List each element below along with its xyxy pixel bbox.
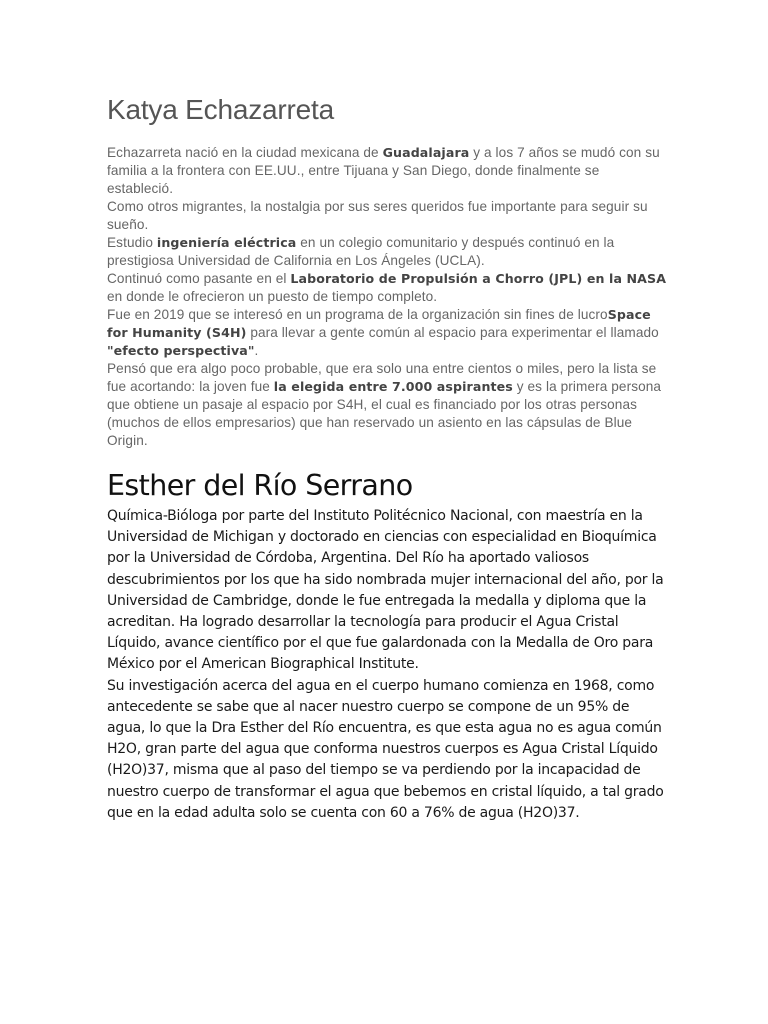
paragraph	[107, 306, 667, 360]
bold-text: Guadalajara	[382, 145, 470, 160]
text: y es la primera persona que obtiene un pasaje al espacio por S4H, el cual es financiado por los otras personas (muchos de ellos empresarios) que han reservado un asiento en las cápsulas de Blue Origin.	[107, 379, 662, 448]
heading-katya-echazarreta: Katya Echazarreta	[107, 94, 334, 125]
paragraph	[107, 144, 667, 198]
text: Pensó que era algo poco probable, que era solo una entre cientos o miles, pero la lista se fue acortando: la joven fue	[107, 361, 657, 394]
section-katya-body	[107, 144, 667, 450]
text: en un colegio comunitario y después continuó en la prestigiosa Universidad de California en Los Ángeles (UCLA).	[107, 235, 615, 268]
text: Estudio	[107, 235, 157, 250]
paragraph	[107, 270, 667, 306]
paragraph: Como otros migrantes, la nostalgia por sus seres queridos fue importante para seguir su sueño.	[107, 199, 648, 232]
bold-text: la elegida entre 7.000 aspirantes	[273, 379, 513, 394]
text: Continuó como pasante en el	[107, 271, 291, 286]
paragraph: Su investigación acerca del agua en el cuerpo humano comienza en 1968, como antecedente se sabe que al nacer nuestro cuerpo se compone de un 95% de agua, lo que la Dra Esther del Río encuentra, es que esta agua no es agua común H2O, gran parte del agua que conforma nuestros cuerpos es Agua Cristal Líquido (H2O)37, misma que al paso del tiempo se va perdiendo por la incapacidad de nuestro cuerpo de transformar el agua que bebemos en cristal líquido, a tal grado que en la edad adulta solo se cuenta con 60 a 76% de agua (H2O)37.	[107, 677, 664, 821]
bold-text: ingeniería eléctrica	[156, 235, 297, 250]
text: .	[254, 343, 259, 358]
text: y a los 7 años se mudó con su familia a la frontera con EE.UU., entre Tijuana y San Diego, donde finalmente se estableció.	[107, 145, 660, 196]
section-katya	[107, 90, 667, 450]
bold-text: Laboratorio de Propulsión a Chorro (JPL) en la NASA	[290, 271, 667, 286]
section-esther-body	[107, 506, 667, 824]
text: Echazarreta nació en la ciudad mexicana de	[107, 145, 383, 160]
text: en donde le ofrecieron un puesto de tiempo completo.	[107, 289, 438, 304]
paragraph	[107, 234, 667, 270]
text: Fue en 2019 que se interesó en un programa de la organización sin fines de lucro	[107, 307, 608, 322]
text: para llevar a gente común al espacio para experimentar el llamado	[246, 325, 659, 340]
bold-text: "efecto perspectiva"	[107, 343, 255, 358]
paragraph: Química-Bióloga por parte del Instituto Politécnico Nacional, con maestría en la Universidad de Michigan y doctorado en ciencias con especialidad en Bioquímica por la Universidad de Córdoba, Argentina. Del Río ha aportado valiosos descubrimientos por los que ha sido nombrada mujer internacional del año, por la Universidad de Cambridge, donde le fue entregada la medalla y diploma que la acreditan. Ha logrado desarrollar la tecnología para producir el Agua Cristal Líquido, avance científico por el que fue galardonada con la Medalla de Oro para México por el American Biographical Institute.	[107, 508, 664, 673]
section-esther	[107, 466, 667, 824]
paragraph	[107, 360, 667, 450]
heading-esther-del-rio-serrano: Esther del Río Serrano	[107, 469, 413, 502]
bold-text: Space for Humanity (S4H)	[107, 307, 651, 340]
